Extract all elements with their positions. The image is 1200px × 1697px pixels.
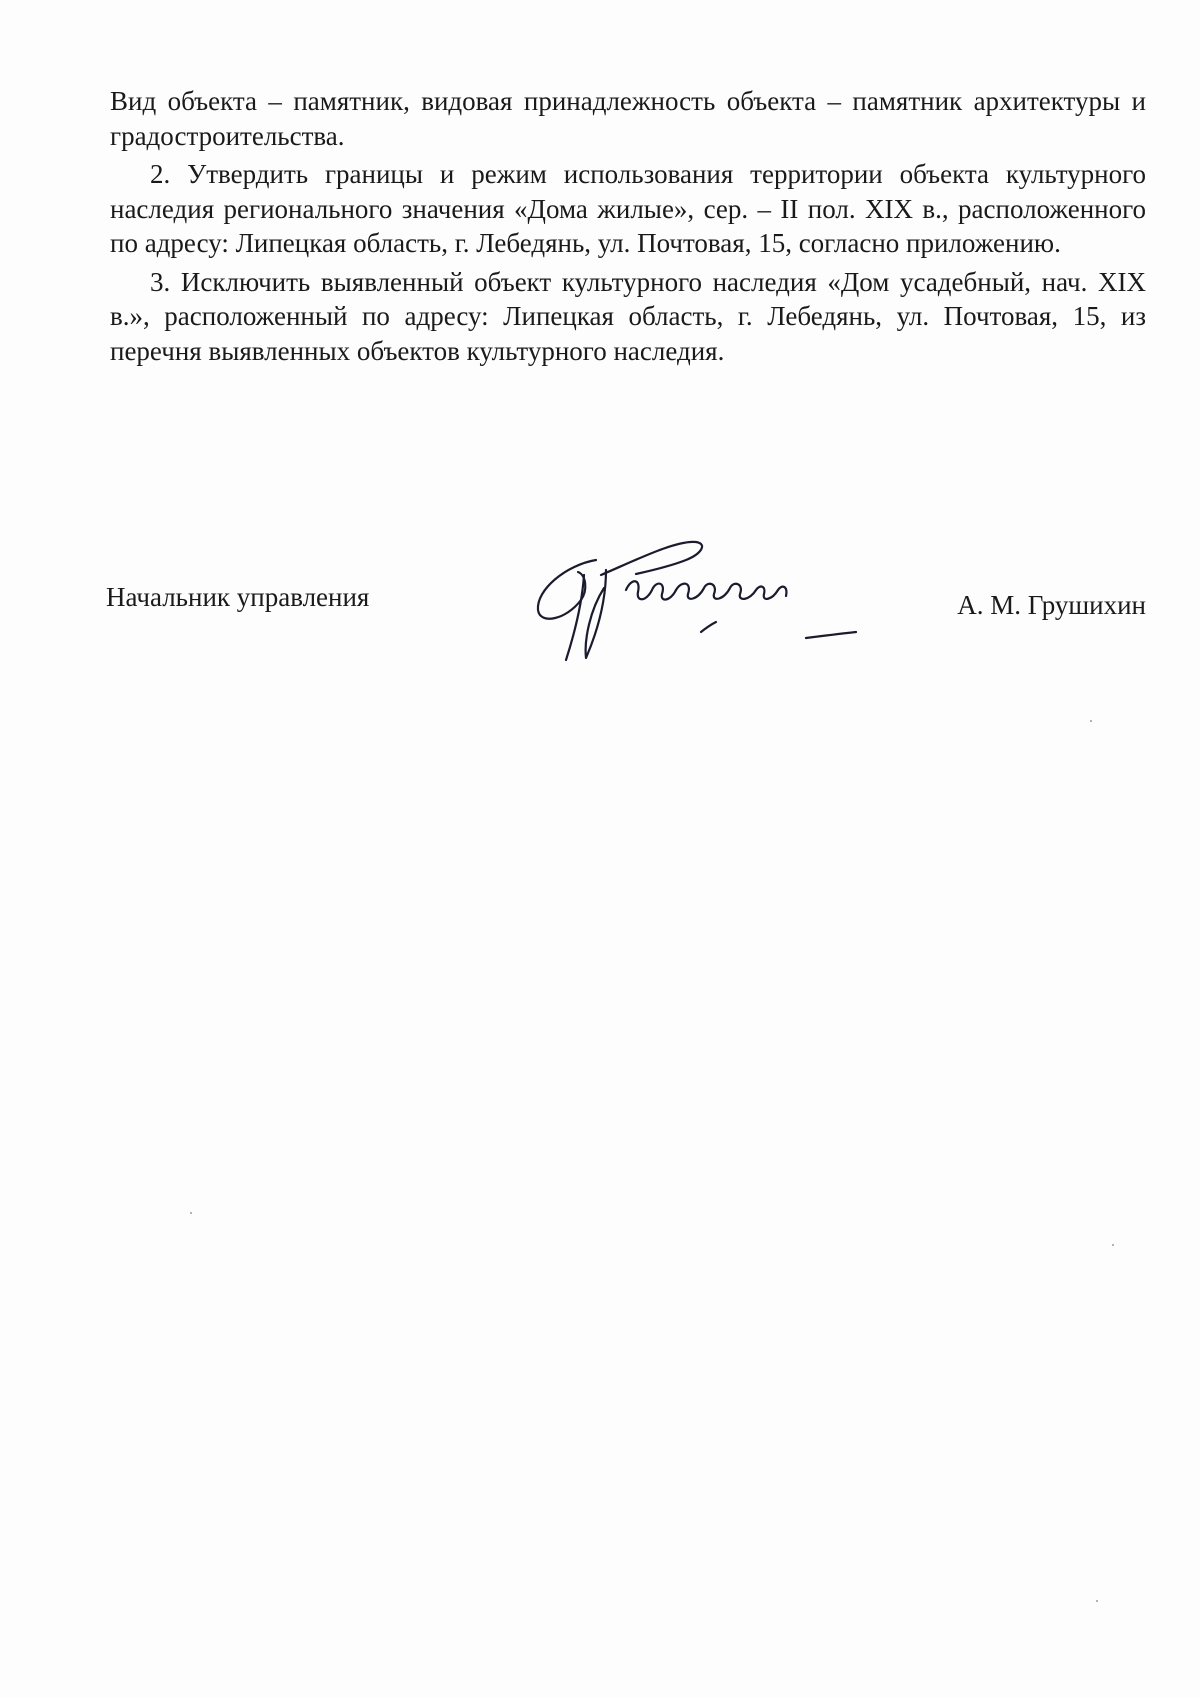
signature-block (106, 530, 1146, 690)
handwritten-signature-icon (526, 530, 886, 690)
signatory-name: А. М. Грушихин (957, 590, 1146, 620)
scan-speck (1112, 1244, 1114, 1246)
paragraph-object-type: Вид объекта – памятник, видовая принадлежность объекта – памятник архитектуры и градостроительства. (110, 86, 1146, 151)
document-body (110, 84, 1146, 372)
paragraph-item-2: 2. Утвердить границы и режим использования территории объекта культурного наследия регионального значения «Дома жилые», сер. – II пол. XIX в., расположенного по адресу: Липецкая область, г. Лебедянь, ул. Почтовая, 15, согласно приложению. (110, 159, 1146, 258)
scan-speck (190, 1212, 192, 1214)
scan-speck (1096, 1600, 1098, 1602)
signatory-position: Начальник управления (106, 582, 370, 612)
scan-speck (1090, 720, 1092, 722)
paragraph-item-3: 3. Исключить выявленный объект культурного наследия «Дом усадебный, нач. XIX в.», расположенный по адресу: Липецкая область, г. Лебедянь, ул. Почтовая, 15, из перечня выявленных объектов культурного наследия. (110, 266, 1146, 366)
